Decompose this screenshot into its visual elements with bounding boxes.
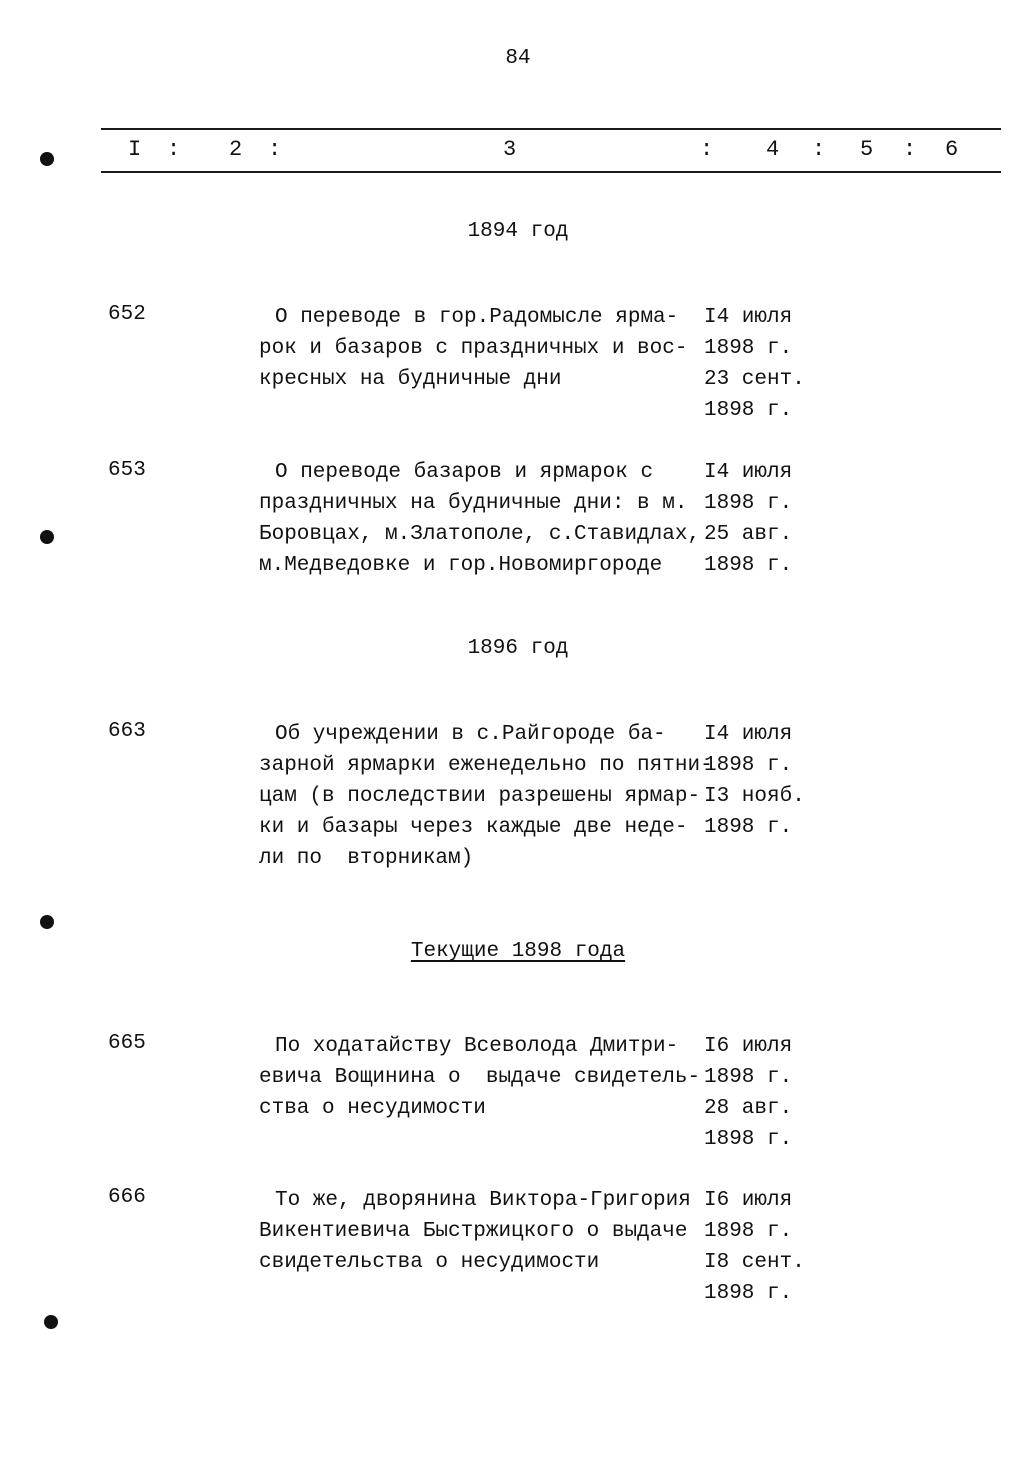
- column-2-label: 2: [229, 137, 243, 162]
- record-number: 663: [108, 720, 146, 743]
- section-heading-text: Текущие 1898 года: [410, 940, 626, 963]
- title-line: цам (в последствии разрешены ярмар-: [259, 785, 701, 808]
- title-line: Боровцах, м.Златополе, с.Ставидлах,: [259, 523, 701, 546]
- title-line: О переводе базаров и ярмарок с: [275, 461, 654, 484]
- title-line: м.Медведовке и гор.Новомиргороде: [259, 554, 663, 577]
- title-line: ли по вторникам): [259, 847, 474, 870]
- date-line: I4 июля: [704, 461, 793, 484]
- punch-hole-mark: [40, 915, 54, 929]
- punch-hole-mark: [40, 530, 54, 544]
- title-line: Об учреждении в с.Райгороде ба-: [275, 723, 666, 746]
- record-number: 665: [108, 1032, 146, 1055]
- title-line: По ходатайству Всеволода Дмитри-: [275, 1035, 679, 1058]
- section-heading-1894: 1894 год: [467, 220, 569, 243]
- record-dates: [704, 719, 854, 843]
- record-number: 666: [108, 1186, 146, 1209]
- record-dates: [704, 457, 854, 581]
- title-line: рок и базаров с праздничных и вос-: [259, 337, 688, 360]
- record-title: [259, 302, 703, 395]
- record-title: [259, 719, 713, 874]
- record-title: [259, 1185, 703, 1278]
- column-separator: :: [903, 137, 917, 162]
- title-line: евича Вощинина о выдаче свидетель-: [259, 1066, 701, 1089]
- record-title: [259, 1031, 703, 1124]
- date-line: 1898 г.: [704, 1128, 793, 1151]
- title-line: праздничных на будничные дни: в м.: [259, 492, 688, 515]
- column-5-label: 5: [860, 137, 874, 162]
- title-line: То же, дворянина Виктора-Григория: [275, 1189, 691, 1212]
- title-line: свидетельства о несудимости: [259, 1251, 600, 1274]
- section-heading-1898: [0, 940, 1024, 963]
- column-separator: :: [700, 137, 714, 162]
- record-dates: [704, 1031, 854, 1155]
- date-line: I4 июля: [704, 723, 793, 746]
- punch-hole-mark: [44, 1315, 58, 1329]
- column-4-label: 4: [766, 137, 780, 162]
- record-dates: [704, 1185, 854, 1309]
- date-line: I8 сент.: [704, 1251, 805, 1274]
- section-heading-1896: 1896 год: [467, 637, 569, 660]
- title-line: зарной ярмарки еженедельно по пятни-: [259, 754, 713, 777]
- column-6-label: 6: [945, 137, 959, 162]
- date-line: 1898 г.: [704, 492, 793, 515]
- column-1-label: I: [128, 137, 142, 162]
- record-number: 653: [108, 459, 146, 482]
- header-bottom-rule: [101, 171, 1001, 173]
- date-line: I4 июля: [704, 306, 793, 329]
- title-line: кресных на будничные дни: [259, 368, 562, 391]
- date-line: 23 сент.: [704, 368, 805, 391]
- header-top-rule: [101, 128, 1001, 130]
- date-line: 1898 г.: [704, 554, 793, 577]
- date-line: I6 июля: [704, 1035, 793, 1058]
- page-number: 84: [505, 47, 531, 70]
- date-line: 1898 г.: [704, 1220, 793, 1243]
- title-line: ства о несудимости: [259, 1097, 486, 1120]
- title-line: ки и базары через каждые две неде-: [259, 816, 688, 839]
- date-line: 1898 г.: [704, 1282, 793, 1305]
- date-line: 1898 г.: [704, 399, 793, 422]
- title-line: О переводе в гор.Радомысле ярма-: [275, 306, 679, 329]
- column-separator: :: [167, 137, 181, 162]
- punch-hole-mark: [40, 152, 54, 166]
- date-line: 1898 г.: [704, 337, 793, 360]
- record-dates: [704, 302, 854, 426]
- record-title: [259, 457, 703, 581]
- column-separator: :: [268, 137, 282, 162]
- record-number: 652: [108, 303, 146, 326]
- date-line: I6 июля: [704, 1189, 793, 1212]
- column-3-label: 3: [503, 137, 517, 162]
- column-separator: :: [812, 137, 826, 162]
- date-line: 1898 г.: [704, 816, 793, 839]
- date-line: I3 нояб.: [704, 785, 805, 808]
- date-line: 1898 г.: [704, 1066, 793, 1089]
- date-line: 28 авг.: [704, 1097, 793, 1120]
- date-line: 1898 г.: [704, 754, 793, 777]
- date-line: 25 авг.: [704, 523, 793, 546]
- title-line: Викентиевича Быстржицкого о выдаче: [259, 1220, 688, 1243]
